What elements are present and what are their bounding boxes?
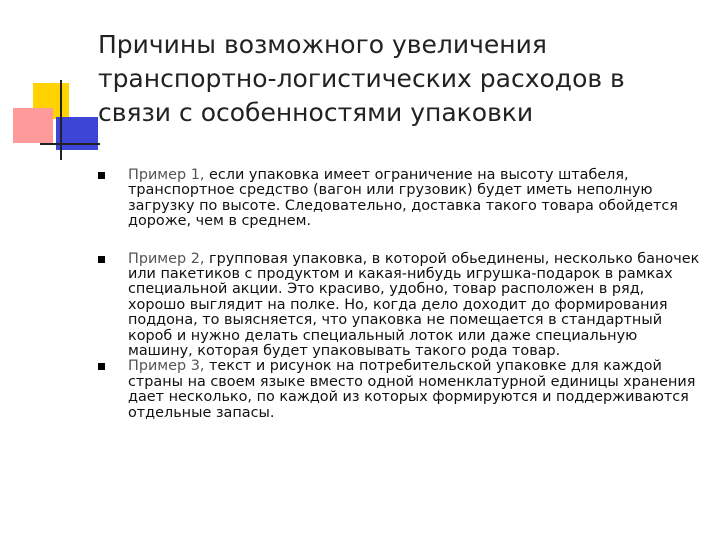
example-label: Пример 2, xyxy=(128,250,205,267)
slide-title: Причины возможного увеличения транспортно-логистических расходов в связи с особенностями упаковки xyxy=(98,30,625,127)
bullet-item xyxy=(88,252,703,360)
vertical-line-decoration xyxy=(60,80,62,160)
bullet-text: текст и рисунок на потребительской упаковке для каждой страны на своем языке вместо одной номенклатурной единицы хранения дает несколько, по каждой из которых формируются и поддерживаются отдельные запасы. xyxy=(128,358,696,421)
red-square-decoration xyxy=(13,108,53,143)
example-label: Пример 1, xyxy=(128,167,205,183)
example-label: Пример 3, xyxy=(128,358,205,375)
square-bullet-icon xyxy=(98,256,105,263)
decorative-emblem xyxy=(0,0,100,170)
bullet-item xyxy=(88,168,703,230)
bullet-list xyxy=(88,168,703,421)
horizontal-line-decoration xyxy=(40,143,100,145)
blue-square-decoration xyxy=(56,117,98,150)
square-bullet-icon xyxy=(98,172,105,179)
bullet-text: если упаковка имеет ограничение на высоту штабеля, транспортное средство (вагон или грузовик) будет иметь неполную загрузку по высоте. Следовательно, доставка такого товара обойдется дороже, чем в среднем. xyxy=(128,167,678,230)
bullet-text: групповая упаковка, в которой обьединены, несколько баночек или пакетиков с продуктом и какая-нибудь игрушка-подарок в рамках специальной акции. Это красиво, удобно, товар расположен в ряд, хорошо выглядит на полке. Но, когда дело доходит до формирования поддона, то выясняется, что упаковка не помещается в стандартный короб и нужно делать специальный лоток или даже специальную машину, которая будет упаковывать такого рода товар. xyxy=(128,250,700,360)
square-bullet-icon xyxy=(98,363,105,370)
bullet-item xyxy=(88,359,703,421)
